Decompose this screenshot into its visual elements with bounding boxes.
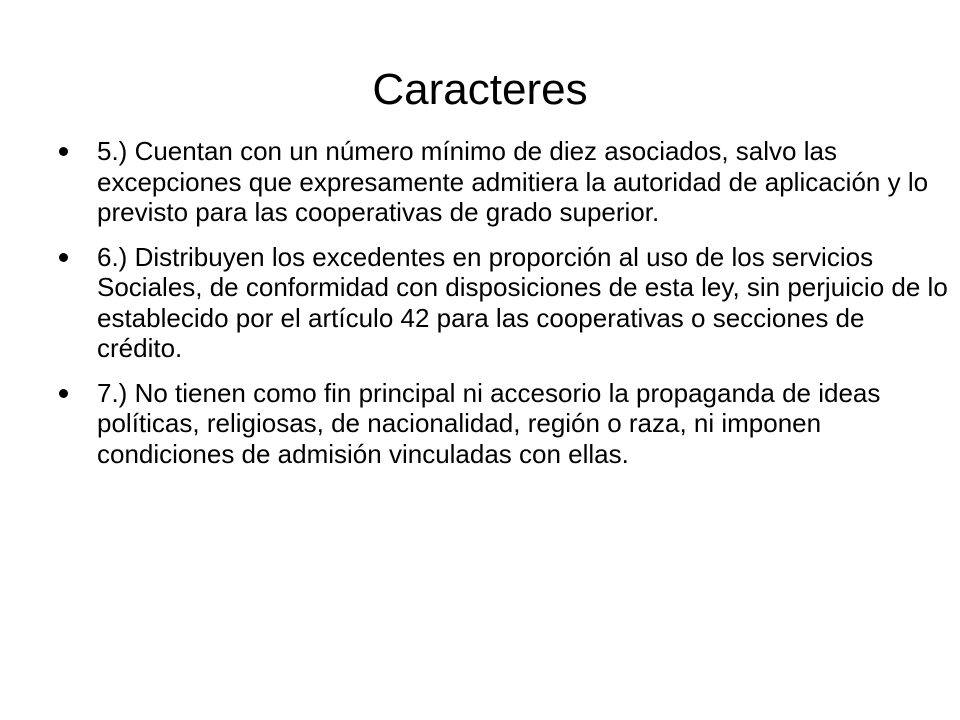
- bullet-text: 5.) Cuentan con un número mínimo de diez asociados, salvo las excepciones que expresamente admitiera la autoridad de aplicación y lo previsto para las cooperativas de grado superior.: [97, 136, 929, 227]
- bullet-dot-icon: [59, 389, 68, 398]
- bullet-text: 6.) Distribuyen los excedentes en proporción al uso de los servicios Sociales, de conformidad con disposiciones de esta ley, sin perjuicio de lo establecido por el artículo 42 para las cooperativas o secciones de crédito.: [97, 241, 948, 363]
- bullet-item: [58, 136, 948, 228]
- bullet-dot-icon: [59, 253, 68, 262]
- bullet-list: [58, 136, 948, 483]
- bullet-text: 7.) No tienen como fin principal ni accesorio la propaganda de ideas políticas, religiosas, de nacionalidad, región o raza, ni imponen condiciones de admisión vinculadas con ellas.: [97, 377, 881, 469]
- bullet-item: [58, 242, 948, 364]
- bullet-dot-icon: [59, 147, 68, 156]
- bullet-item: [58, 378, 948, 470]
- slide-title: Caracteres: [372, 65, 588, 114]
